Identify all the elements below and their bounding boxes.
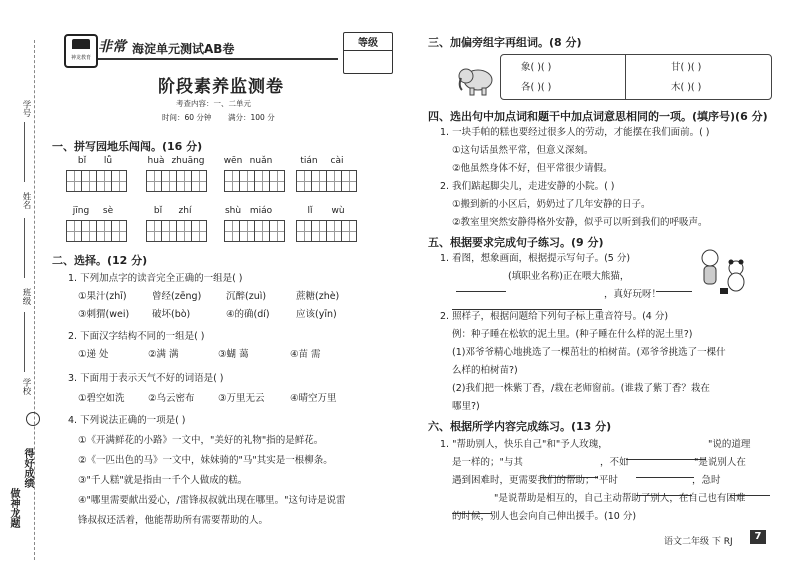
s2-q4-option: ③"千人糕"就是指由一千个人做成的糕。 (78, 475, 248, 486)
s4-q1-option: ②他虽然身体不好，但平常很少请假。 (452, 163, 613, 174)
series-title: 海淀单元测试AB卷 (132, 42, 235, 56)
s2-q1-option: 应该(yīn) (296, 309, 337, 320)
section1-title: 一、拼写园地乐闯闯。(16 分) (52, 140, 203, 153)
s2-question-3: 3. 下面用于表示天气不好的词语是( ) (68, 373, 224, 384)
s5-q1-blank[interactable] (456, 280, 506, 292)
s6-line-e: 的时候，别人也会向自己伸出援手。(10 分) (452, 511, 637, 522)
radical-word: 甘( )( ) (671, 62, 702, 73)
footer-page-number: 7 (750, 530, 766, 544)
seal-icon (26, 412, 40, 426)
s5-q1-line1: (填职业名称)正在喂大熊猫， (508, 271, 630, 282)
s6-line-b3: "是说别人在 (694, 457, 746, 468)
pinyin-label: cài (330, 156, 344, 166)
footer-subject: 语文二年级 下 RJ (664, 537, 733, 547)
s2-q1-option: ③刺猬(wei) (78, 309, 130, 320)
s2-q1-option: 蔗糖(zhè) (296, 291, 340, 302)
s2-q4-option: ②《一匹出色的马》一文中，妹妹骑的"马"其实是一根柳条。 (78, 455, 333, 466)
s4-question-1: 1. 一块手帕的糕也要经过很多人的劳动，才能摆在我们面前。( ) (440, 127, 710, 138)
pinyin-label: lǐ (307, 206, 313, 216)
s2-question-1: 1. 下列加点字的读音完全正确的一组是( ) (68, 273, 243, 284)
s2-q1-option: 曾经(zēng) (152, 291, 202, 302)
brand-hat-icon (72, 39, 90, 49)
slogan-text: 得好成绩 (22, 448, 33, 488)
pinyin-label: sè (102, 206, 114, 216)
pinyin-label: bǐ (77, 156, 87, 166)
s2-q1-option: 破坏(bò) (152, 309, 191, 320)
grade-box (343, 32, 393, 74)
s5-q2-sentence2: (2)我们把一株紫丁香，/栽在老师窗前。(谁栽了紫丁香？栽在 (452, 383, 710, 394)
s5-q2-sentence1b: 么样的柏树苗?) (452, 365, 518, 376)
pinyin-label: zhí (178, 206, 192, 216)
s6-line-a2: "说的道理 (708, 439, 751, 450)
pinyin-label: nuǎn (249, 156, 273, 166)
s6-blank[interactable] (636, 466, 694, 478)
radical-word: 各( )( ) (521, 82, 552, 93)
s4-q2-option: ②教室里突然安静得格外安静，似乎可以听到我们的呼吸声。 (452, 217, 708, 228)
brand-name: 非常 (98, 39, 126, 55)
s2-q2-option: ③蝴 蔼 (218, 349, 249, 360)
s5-q2-example: 例：种子睡在松软的泥土里。(种子睡在什么样的泥土里?) (452, 329, 693, 340)
section5-title: 五、根据要求完成句子练习。(9 分) (428, 236, 604, 249)
section4-title: 四、选出句中加点词和题干中加点词意思相同的一项。(填序号)(6 分) (428, 110, 768, 123)
exam-time: 时间：60 分钟 (162, 113, 212, 122)
label-name: 姓名 (21, 192, 31, 209)
label-student-id: 学号 (21, 100, 31, 117)
header (58, 20, 398, 138)
s6-line-a: 1. "帮助别人，快乐自己"和"予人玫瑰， (440, 439, 608, 450)
pinyin-label: jīng (72, 206, 90, 216)
pinyin-label: wù (331, 206, 345, 216)
pinyin-label: huà (147, 156, 165, 166)
motto-text: 做神龙题 (8, 488, 19, 528)
s2-q1-option: ①果汁(zhī) (78, 291, 127, 302)
s4-question-2: 2. 我们踮起脚尖儿，走进安静的小院。( ) (440, 181, 615, 192)
s5-question-2: 2. 照样子，根据问题给下列句子标上重音符号。(4 分) (440, 311, 669, 322)
radical-word: 象( )( ) (521, 62, 552, 73)
binding-margin (0, 0, 48, 566)
pinyin-label: zhuāng (171, 156, 205, 166)
pinyin-label: bǐ (153, 206, 163, 216)
s2-q1-option: 沉醉(zuì) (226, 291, 267, 302)
s2-q3-option: ④晴空万里 (290, 393, 337, 404)
s2-question-2: 2. 下面汉字结构不同的一组是( ) (68, 331, 205, 342)
s5-question-1: 1. 看图，想象画面，根据提示写句子。(5 分) (440, 253, 631, 264)
s2-q4-option: 锋叔叔还活着，他能帮助所有需要帮助的人。 (78, 515, 269, 526)
s5-q2-sentence2b: 哪里?) (452, 401, 480, 412)
exam-score: 满分：100 分 (228, 113, 275, 122)
s2-q2-option: ②满 满 (148, 349, 179, 360)
panda-illustration (694, 246, 750, 296)
s5-q1-blank[interactable] (656, 280, 692, 292)
elephant-illustration (456, 62, 496, 98)
s2-q2-option: ④苗 需 (290, 349, 321, 360)
section6-title: 六、根据所学内容完成练习。(13 分) (428, 420, 612, 433)
s5-q2-sentence1: (1)邓爷爷精心地挑选了一棵茁壮的柏树苗。(邓爷爷挑选了一棵什 (452, 347, 726, 358)
s5-q1-blank[interactable] (452, 298, 602, 310)
s2-question-4: 4. 下列说法正确的一项是( ) (68, 415, 186, 426)
pinyin-label: shù (224, 206, 242, 216)
s5-q1-line2: ，真好玩呀！ (604, 289, 662, 300)
s2-q3-option: ①碧空如洗 (78, 393, 125, 404)
word-box (500, 54, 772, 100)
brand-sub: 神龙教育 (70, 55, 91, 61)
s2-q1-option: ④的确(dí) (226, 309, 270, 320)
grade-label: 等级 (344, 33, 392, 51)
brand-logo (64, 34, 98, 68)
s6-line-c: 遇到困难时，更需要我们的帮助；"平时 (452, 475, 618, 486)
pinyin-label: tián (300, 156, 318, 166)
s4-q1-option: ①这句话虽然平常，但意义深刻。 (452, 145, 594, 156)
pinyin-label: miáo (249, 206, 273, 216)
s4-q2-option: ①搬到新的小区后，奶奶过了几年安静的日子。 (452, 199, 651, 210)
section3-title: 三、加偏旁组字再组词。(8 分) (428, 36, 582, 49)
s6-line-c2: ，急时 (692, 475, 721, 486)
section2-title: 二、选择。(12 分) (52, 254, 148, 267)
exam-scope: 考查内容：一、二单元 (176, 99, 251, 108)
s6-line-b: 是一样的；"与其 (452, 457, 523, 468)
s2-q3-option: ②乌云密布 (148, 393, 195, 404)
radical-word: 木( )( ) (671, 82, 702, 93)
s6-line-b2: ，不如 (600, 457, 629, 468)
s2-q2-option: ①递 处 (78, 349, 109, 360)
s2-q4-option: ①《开满鲜花的小路》一文中，"美好的礼物"指的是鲜花。 (78, 435, 324, 446)
label-class: 班级 (21, 288, 31, 305)
pinyin-label: lǚ (103, 156, 113, 166)
s6-line-d: "是说帮助是相互的，自己主动帮助了别人，在自己也有困难 (494, 493, 746, 504)
s2-q3-option: ③万里无云 (218, 393, 265, 404)
label-school: 学校 (21, 378, 31, 395)
s2-q4-option: ④"哪里需要献出爱心，/雷锋叔叔就出现在哪里。"这句诗是说雷 (78, 495, 346, 506)
pinyin-label: wēn (223, 156, 243, 166)
page-title: 阶段素养监测卷 (158, 77, 284, 97)
